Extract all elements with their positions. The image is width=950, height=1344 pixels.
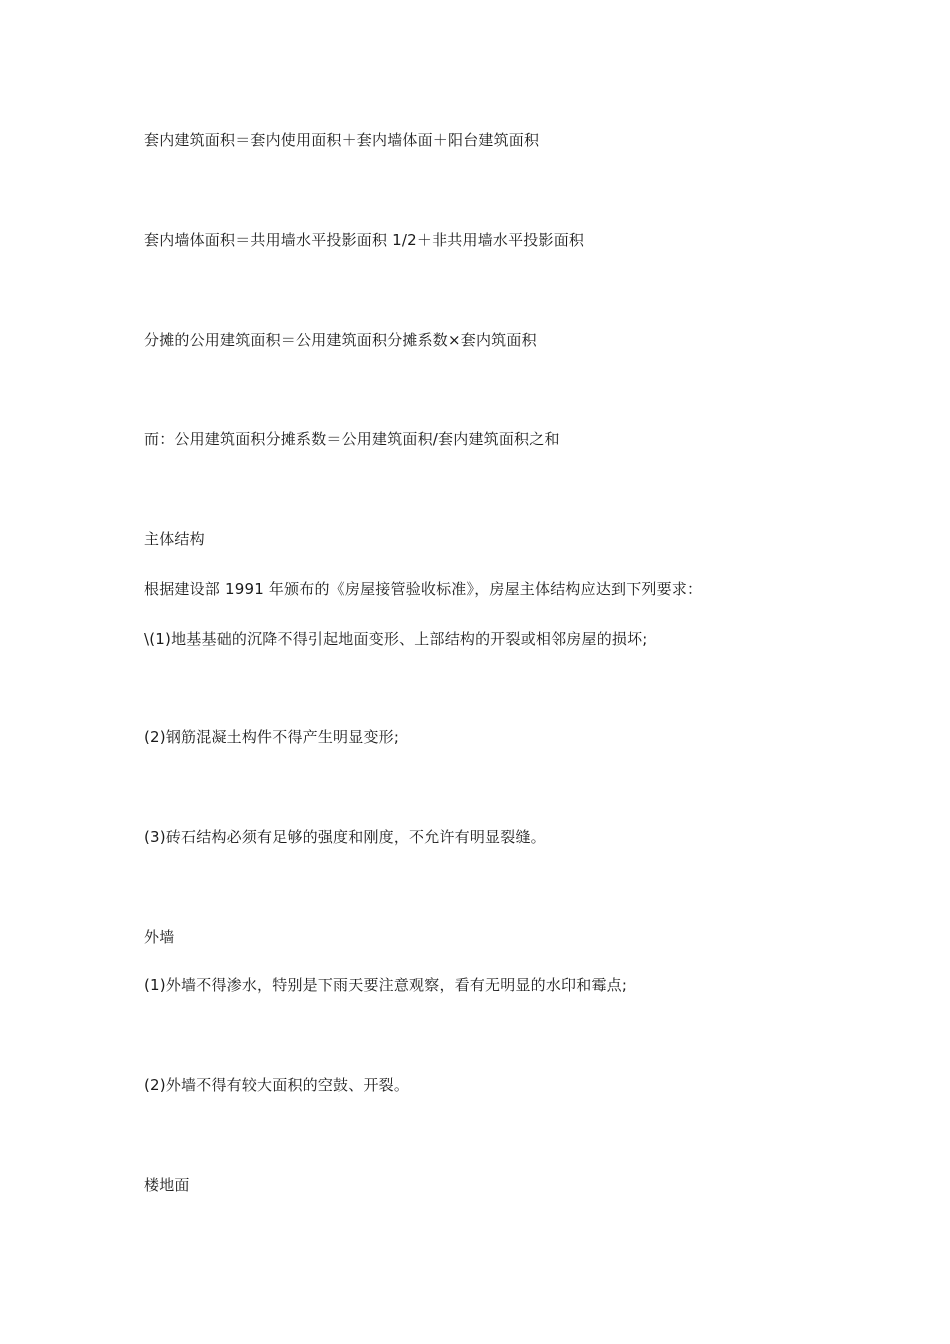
formula-suite-building-area: 套内建筑面积＝套内使用面积＋套内墙体面＋阳台建筑面积: [144, 131, 540, 149]
exterior-wall-item-1: (1)外墙不得渗水，特别是下雨天要注意观察，看有无明显的水印和霉点;: [144, 976, 628, 994]
main-structure-item-1: \(1)地基基础的沉降不得引起地面变形、上部结构的开裂或相邻房屋的损坏;: [144, 630, 648, 648]
main-structure-item-2: (2)钢筋混凝土构件不得产生明显变形;: [144, 728, 400, 746]
formula-shared-area: 分摊的公用建筑面积＝公用建筑面积分摊系数×套内筑面积: [144, 331, 537, 349]
section-heading-exterior-wall: 外墙: [144, 928, 175, 946]
main-structure-intro: 根据建设部 1991 年颁布的《房屋接管验收标准》，房屋主体结构应达到下列要求：: [144, 580, 703, 598]
section-heading-main-structure: 主体结构: [144, 530, 205, 548]
main-structure-item-3: (3)砖石结构必须有足够的强度和刚度，不允许有明显裂缝。: [144, 828, 546, 846]
formula-suite-wall-area: 套内墙体面积＝共用墙水平投影面积 1/2＋非共用墙水平投影面积: [144, 231, 585, 249]
exterior-wall-item-2: (2)外墙不得有较大面积的空鼓、开裂。: [144, 1076, 410, 1094]
formula-allocation-coefficient: 而：公用建筑面积分摊系数＝公用建筑面积/套内建筑面积之和: [144, 430, 560, 448]
section-heading-floor: 楼地面: [144, 1176, 190, 1194]
